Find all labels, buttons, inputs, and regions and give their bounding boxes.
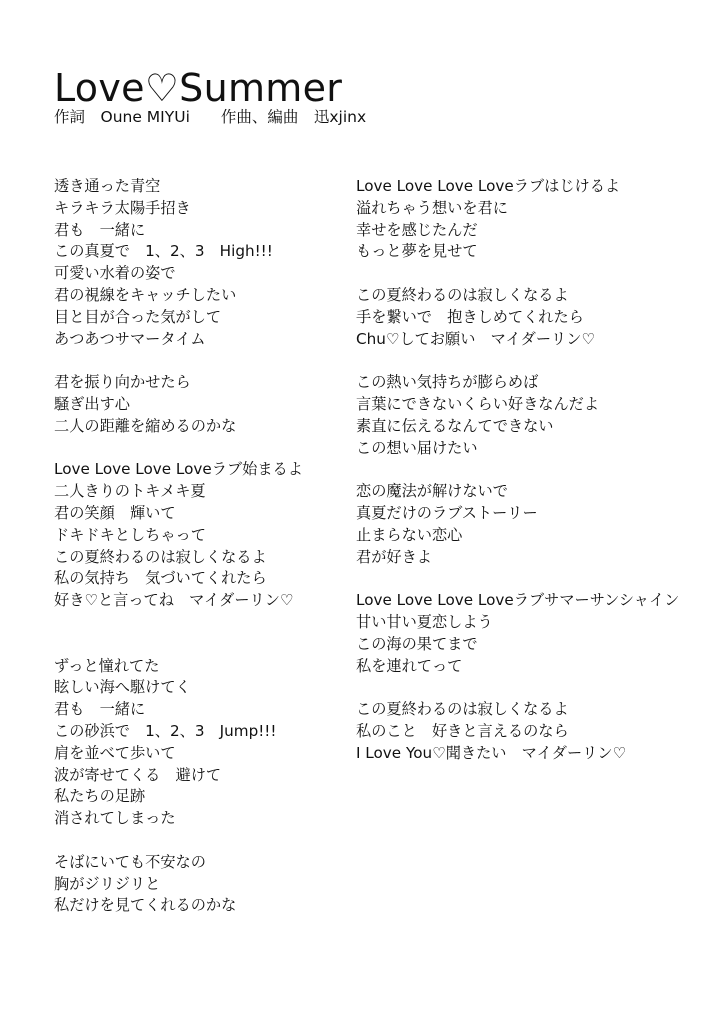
lyric-line: 消されてしまった	[54, 809, 176, 828]
lyric-line: 君の笑顔 輝いて	[54, 503, 176, 522]
lyric-line: Love Love Love Loveラブ始まるよ	[54, 460, 303, 479]
lyric-line: この砂浜で 1、2、3 Jump!!!	[54, 721, 277, 740]
lyric-line: この夏終わるのは寂しくなるよ	[356, 285, 569, 304]
lyric-line: Love Love Love Loveラブサマーサンシャイン	[356, 591, 680, 610]
lyrics-stanza	[356, 699, 722, 764]
lyric-line: 胸がジリジリと	[54, 874, 161, 893]
lyric-line: ずっと憧れてた	[54, 656, 160, 675]
lyric-line: 波が寄せてくる 避けて	[54, 765, 222, 784]
lyric-line: 手を繋いで 抱きしめてくれたら	[356, 307, 584, 326]
lyric-line: 君を振り向かせたら	[54, 373, 191, 392]
lyric-line: 幸せを感じたんだ	[356, 220, 478, 239]
lyric-line: 素直に伝えるなんてできない	[356, 416, 554, 435]
lyric-line: この熱い気持ちが膨らめば	[356, 373, 539, 392]
lyric-line: ドキドキとしちゃって	[54, 525, 206, 544]
lyric-line: 可愛い水着の姿で	[54, 264, 176, 283]
lyric-line: 君も 一緒に	[54, 700, 146, 719]
lyrics-left-column	[54, 176, 354, 939]
lyric-line: この夏終わるのは寂しくなるよ	[356, 700, 569, 719]
lyric-line: 透き通った青空	[54, 177, 161, 195]
lyric-line: 甘い甘い夏恋しよう	[356, 612, 493, 631]
lyric-line: あつあつサマータイム	[54, 329, 206, 348]
lyric-line: 二人の距離を縮めるのかな	[54, 416, 237, 435]
lyric-line: 君が好きよ	[356, 547, 432, 566]
song-title: Love♡Summer	[54, 66, 343, 111]
lyric-line: 眩しい海へ駆けてく	[54, 678, 191, 697]
lyric-line: 恋の魔法が解けないで	[356, 482, 508, 501]
lyric-line: 真夏だけのラブストーリー	[356, 503, 538, 522]
lyric-line: 二人きりのトキメキ夏	[54, 482, 206, 501]
lyrics-stanza	[54, 176, 354, 350]
lyrics-stanza	[54, 459, 354, 612]
lyric-line: この想い届けたい	[356, 438, 478, 457]
lyric-line: 君も 一緒に	[54, 220, 146, 239]
lyrics-stanza	[356, 590, 722, 677]
lyric-line: 好き♡と言ってね マイダーリン♡	[54, 591, 294, 610]
lyrics-stanza	[356, 176, 722, 263]
lyric-line: I Love You♡聞きたい マイダーリン♡	[356, 743, 627, 762]
lyric-line: 目と目が合った気がして	[54, 307, 222, 326]
lyric-line: 肩を並べて歩いて	[54, 743, 176, 762]
lyrics-stanza	[54, 852, 354, 917]
credits-line: 作詞 Oune MIYUi 作曲、編曲 迅xjinx	[54, 108, 367, 126]
lyric-line: 騒ぎ出す心	[54, 394, 130, 413]
lyric-line: 止まらない恋心	[356, 525, 463, 544]
lyric-line: 私のこと 好きと言えるのなら	[356, 721, 569, 740]
lyric-line: この真夏で 1、2、3 High!!!	[54, 242, 273, 261]
lyric-line: この海の果てまで	[356, 634, 478, 653]
lyric-line: 私たちの足跡	[54, 787, 146, 806]
lyrics-stanza	[54, 372, 354, 437]
lyrics-stanza	[54, 656, 354, 830]
lyric-line: 君の視線をキャッチしたい	[54, 285, 237, 304]
lyric-line: もっと夢を見せて	[356, 242, 478, 261]
lyrics-stanza	[356, 372, 722, 459]
lyric-line: 言葉にできないくらい好きなんだよ	[356, 394, 599, 413]
lyrics-right-column	[356, 176, 722, 786]
lyric-line: 私を連れてって	[356, 656, 463, 675]
lyric-line: Love Love Love Loveラブはじけるよ	[356, 177, 621, 195]
lyric-line: そばにいても不安なの	[54, 852, 206, 871]
lyric-line: 私の気持ち 気づいてくれたら	[54, 569, 267, 588]
lyrics-stanza	[356, 285, 722, 350]
lyric-line: Chu♡してお願い マイダーリン♡	[356, 329, 596, 348]
lyrics-stanza	[356, 481, 722, 568]
lyric-line: キラキラ太陽手招き	[54, 198, 191, 217]
lyric-line: 私だけを見てくれるのかな	[54, 896, 237, 915]
lyric-line: この夏終わるのは寂しくなるよ	[54, 547, 267, 566]
lyric-line: 溢れちゃう想いを君に	[356, 198, 508, 217]
